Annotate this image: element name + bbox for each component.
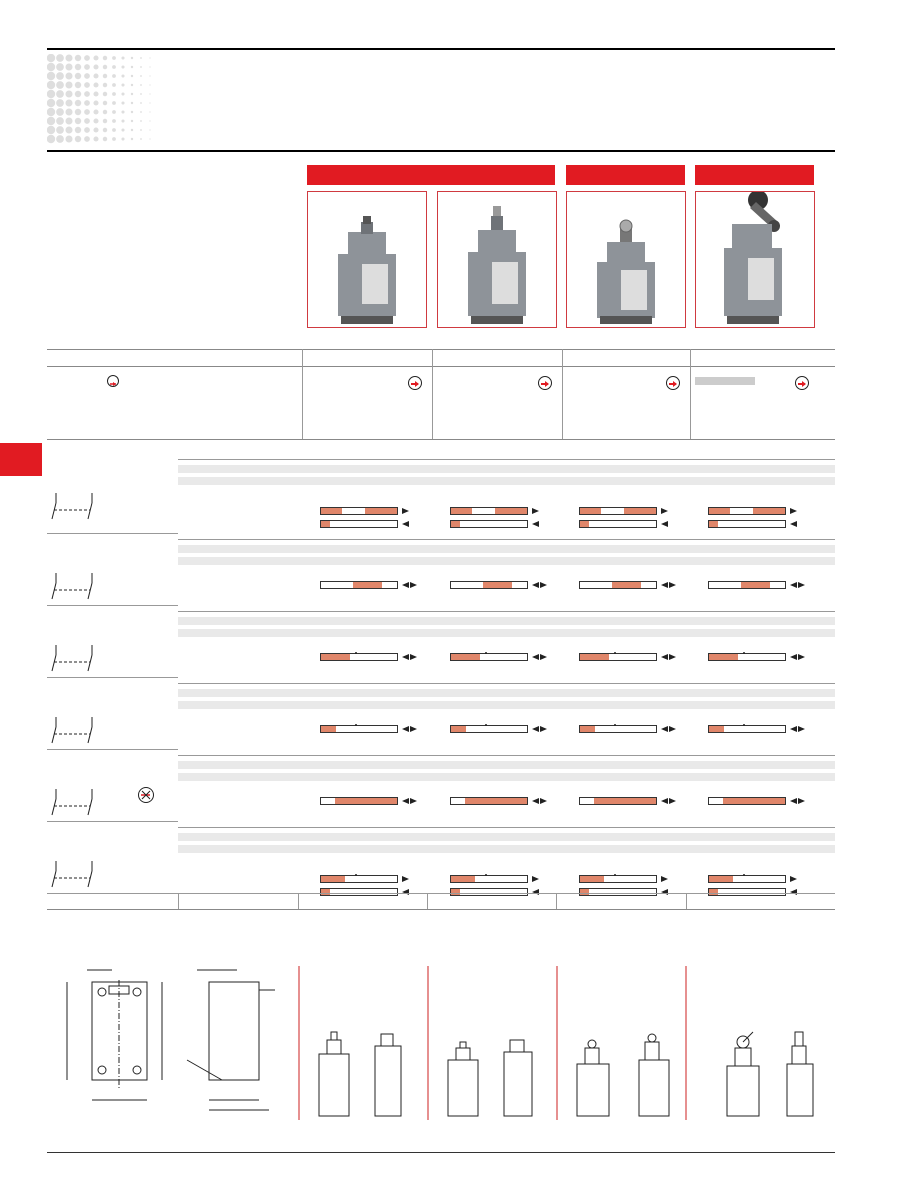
- travel-diagram-bar: [708, 888, 786, 896]
- halftone-dot-pattern: [47, 54, 157, 146]
- direction-arrow-left-icon: [661, 521, 668, 527]
- direction-arrow-left-icon: [661, 582, 668, 588]
- travel-fill-segment: [580, 726, 595, 732]
- travel-point-marker: [743, 724, 745, 726]
- travel-diagram-bar: [579, 888, 657, 896]
- travel-diagram-bar: [450, 653, 528, 661]
- direction-arrow-left-icon: [532, 582, 539, 588]
- direction-arrow-right-icon: [532, 876, 539, 882]
- direction-arrow-left-icon: [790, 726, 797, 732]
- direction-arrow-right-icon: [540, 798, 547, 804]
- direction-arrow-left-icon: [661, 798, 668, 804]
- limit-switch-roller-lever-icon: [696, 192, 814, 327]
- travel-diagram-bar: [450, 875, 528, 883]
- row-separator: [47, 893, 835, 894]
- gray-highlight-block: [695, 377, 755, 385]
- direction-arrow-left-icon: [661, 654, 668, 660]
- contact-symbol-icon: [48, 715, 108, 745]
- direction-arrow-right-icon: [661, 508, 668, 514]
- travel-fill-segment: [451, 508, 472, 514]
- row-separator: [47, 677, 178, 678]
- col-divider: [427, 894, 428, 909]
- positive-opening-arrow-icon: [795, 376, 809, 390]
- positive-opening-arrow-icon: [666, 376, 680, 390]
- travel-fill-segment: [709, 508, 730, 514]
- travel-diagram-bar: [708, 653, 786, 661]
- travel-diagram-bar: [579, 581, 657, 589]
- direction-arrow-right-icon: [798, 654, 805, 660]
- travel-diagram-bar: [708, 797, 786, 805]
- travel-diagram-bar: [579, 507, 657, 515]
- direction-arrow-left-icon: [661, 726, 668, 732]
- footer-rule: [47, 1152, 835, 1153]
- col-divider: [690, 349, 691, 439]
- travel-diagram-bar: [708, 581, 786, 589]
- category-bar-plunger: [307, 165, 555, 185]
- row-gray-band: [178, 617, 835, 625]
- direction-arrow-right-icon: [661, 876, 668, 882]
- direction-arrow-right-icon: [798, 582, 805, 588]
- travel-diagram-bar: [708, 520, 786, 528]
- travel-fill-segment: [741, 582, 770, 588]
- travel-fill-segment: [321, 726, 336, 732]
- travel-fill-segment: [709, 876, 733, 882]
- travel-diagram-bar: [579, 875, 657, 883]
- travel-fill-segment: [465, 798, 527, 804]
- direction-arrow-left-icon: [402, 521, 409, 527]
- travel-diagram-bar: [320, 888, 398, 896]
- limit-switch-plunger-icon: [308, 192, 426, 327]
- travel-fill-segment: [451, 654, 480, 660]
- row-gray-band: [178, 545, 835, 553]
- direction-arrow-right-icon: [669, 798, 676, 804]
- limit-switch-plunger-tall-icon: [438, 192, 556, 327]
- top-rule: [47, 48, 835, 50]
- col-divider: [432, 349, 433, 439]
- travel-diagram-bar: [320, 653, 398, 661]
- direction-arrow-right-icon: [410, 654, 417, 660]
- positive-opening-arrow-icon: [107, 375, 119, 387]
- travel-fill-segment: [365, 508, 397, 514]
- product-photo-plunger-tall: [437, 191, 557, 328]
- travel-fill-segment: [451, 726, 466, 732]
- travel-point-marker: [743, 874, 745, 876]
- table-bottom-rule: [47, 909, 835, 910]
- col-divider: [298, 894, 299, 909]
- row-separator: [47, 605, 178, 606]
- direction-arrow-right-icon: [410, 726, 417, 732]
- direction-arrow-left-icon: [790, 889, 797, 895]
- row-gray-band: [178, 629, 835, 637]
- travel-fill-segment: [451, 889, 460, 895]
- direction-arrow-right-icon: [790, 876, 797, 882]
- travel-fill-segment: [495, 508, 527, 514]
- travel-diagram-bar: [450, 581, 528, 589]
- direction-arrow-right-icon: [410, 582, 417, 588]
- direction-arrow-right-icon: [540, 726, 547, 732]
- travel-diagram-bar: [450, 888, 528, 896]
- travel-fill-segment: [709, 654, 738, 660]
- travel-fill-segment: [753, 508, 785, 514]
- travel-diagram-bar: [320, 520, 398, 528]
- travel-fill-segment: [321, 889, 330, 895]
- direction-arrow-left-icon: [402, 654, 409, 660]
- row-gray-band: [178, 477, 835, 485]
- direction-arrow-left-icon: [661, 889, 668, 895]
- travel-diagram-bar: [450, 725, 528, 733]
- direction-arrow-right-icon: [669, 726, 676, 732]
- travel-diagram-bar: [320, 797, 398, 805]
- travel-diagram-bar: [320, 581, 398, 589]
- contact-symbol-icon: [48, 643, 108, 673]
- direction-arrow-left-icon: [790, 582, 797, 588]
- col-divider: [562, 349, 563, 439]
- travel-fill-segment: [580, 508, 601, 514]
- direction-arrow-right-icon: [540, 582, 547, 588]
- direction-arrow-left-icon: [790, 654, 797, 660]
- positive-opening-arrow-icon: [538, 376, 552, 390]
- travel-diagram-bar: [450, 797, 528, 805]
- direction-arrow-right-icon: [790, 508, 797, 514]
- travel-diagram-bar: [320, 875, 398, 883]
- row-gray-band: [178, 833, 835, 841]
- travel-fill-segment: [580, 654, 609, 660]
- travel-diagram-bar: [320, 507, 398, 515]
- direction-arrow-left-icon: [402, 798, 409, 804]
- row-gray-band: [178, 465, 835, 473]
- product-photo-plunger-metal: [307, 191, 427, 328]
- direction-arrow-right-icon: [402, 508, 409, 514]
- direction-arrow-right-icon: [798, 798, 805, 804]
- direction-arrow-left-icon: [532, 726, 539, 732]
- travel-diagram-bar: [708, 507, 786, 515]
- contact-symbol-icon: [48, 859, 108, 889]
- direction-arrow-left-icon: [532, 889, 539, 895]
- travel-point-marker: [485, 652, 487, 654]
- direction-arrow-left-icon: [790, 798, 797, 804]
- direction-arrow-right-icon: [402, 876, 409, 882]
- product-photo-roller-plunger: [566, 191, 686, 328]
- travel-fill-segment: [321, 876, 345, 882]
- positive-opening-arrow-icon: [408, 376, 422, 390]
- travel-point-marker: [614, 874, 616, 876]
- table-subheader-rule: [47, 366, 835, 367]
- travel-point-marker: [614, 652, 616, 654]
- row-separator: [178, 827, 835, 828]
- product-photo-roller-lever: [695, 191, 815, 328]
- direction-arrow-left-icon: [402, 582, 409, 588]
- travel-diagram-bar: [708, 875, 786, 883]
- direction-arrow-left-icon: [402, 889, 409, 895]
- contact-symbol-icon: [48, 787, 108, 817]
- travel-fill-segment: [709, 521, 718, 527]
- direction-arrow-left-icon: [790, 521, 797, 527]
- row-gray-band: [178, 845, 835, 853]
- direction-arrow-left-icon: [402, 726, 409, 732]
- travel-fill-segment: [353, 582, 382, 588]
- travel-point-marker: [355, 874, 357, 876]
- row-gray-band: [178, 701, 835, 709]
- travel-point-marker: [485, 874, 487, 876]
- travel-point-marker: [614, 724, 616, 726]
- travel-point-marker: [355, 652, 357, 654]
- direction-arrow-left-icon: [532, 654, 539, 660]
- row-gray-band: [178, 557, 835, 565]
- row-separator: [47, 533, 178, 534]
- table-header-rule: [47, 349, 835, 350]
- direction-arrow-left-icon: [532, 798, 539, 804]
- travel-fill-segment: [612, 582, 641, 588]
- no-positive-opening-icon: [138, 787, 154, 803]
- row-separator: [178, 611, 835, 612]
- row-gray-band: [178, 689, 835, 697]
- limit-switch-roller-plunger-icon: [567, 192, 685, 327]
- row-separator: [178, 683, 835, 684]
- travel-diagram-bar: [320, 725, 398, 733]
- col-divider: [556, 894, 557, 909]
- direction-arrow-right-icon: [410, 798, 417, 804]
- col-divider: [302, 349, 303, 439]
- travel-fill-segment: [321, 521, 330, 527]
- travel-fill-segment: [709, 889, 718, 895]
- row-separator: [178, 539, 835, 540]
- travel-fill-segment: [624, 508, 656, 514]
- travel-point-marker: [485, 724, 487, 726]
- category-bar-roller-lever: [695, 165, 814, 185]
- travel-fill-segment: [723, 798, 785, 804]
- travel-fill-segment: [451, 876, 475, 882]
- travel-fill-segment: [483, 582, 512, 588]
- travel-diagram-bar: [579, 653, 657, 661]
- travel-fill-segment: [580, 876, 604, 882]
- col-divider: [178, 894, 179, 909]
- header-bottom-rule: [47, 150, 835, 152]
- travel-fill-segment: [580, 889, 589, 895]
- row-gray-band: [178, 773, 835, 781]
- travel-diagram-bar: [708, 725, 786, 733]
- direction-arrow-left-icon: [532, 521, 539, 527]
- travel-diagram-bar: [450, 507, 528, 515]
- category-bar-roller-plunger: [566, 165, 685, 185]
- row-separator: [47, 749, 178, 750]
- direction-arrow-right-icon: [532, 508, 539, 514]
- contact-symbol-icon: [48, 491, 108, 521]
- direction-arrow-right-icon: [669, 654, 676, 660]
- row-separator: [178, 755, 835, 756]
- travel-point-marker: [743, 652, 745, 654]
- travel-fill-segment: [321, 508, 342, 514]
- dimension-drawings: [47, 960, 837, 1130]
- travel-fill-segment: [594, 798, 656, 804]
- direction-arrow-right-icon: [669, 582, 676, 588]
- section-tab: [0, 443, 42, 476]
- table-section-rule: [47, 439, 835, 440]
- travel-diagram-bar: [579, 520, 657, 528]
- direction-arrow-right-icon: [798, 726, 805, 732]
- travel-diagram-bar: [579, 725, 657, 733]
- travel-fill-segment: [335, 798, 397, 804]
- col-divider: [686, 894, 687, 909]
- travel-point-marker: [355, 724, 357, 726]
- travel-fill-segment: [580, 521, 589, 527]
- travel-fill-segment: [321, 654, 350, 660]
- row-gray-band: [178, 761, 835, 769]
- travel-diagram-bar: [450, 520, 528, 528]
- direction-arrow-right-icon: [540, 654, 547, 660]
- contact-symbol-icon: [48, 571, 108, 601]
- travel-fill-segment: [451, 521, 460, 527]
- travel-fill-segment: [709, 726, 724, 732]
- travel-diagram-bar: [579, 797, 657, 805]
- row-separator: [178, 459, 835, 460]
- row-separator: [47, 821, 178, 822]
